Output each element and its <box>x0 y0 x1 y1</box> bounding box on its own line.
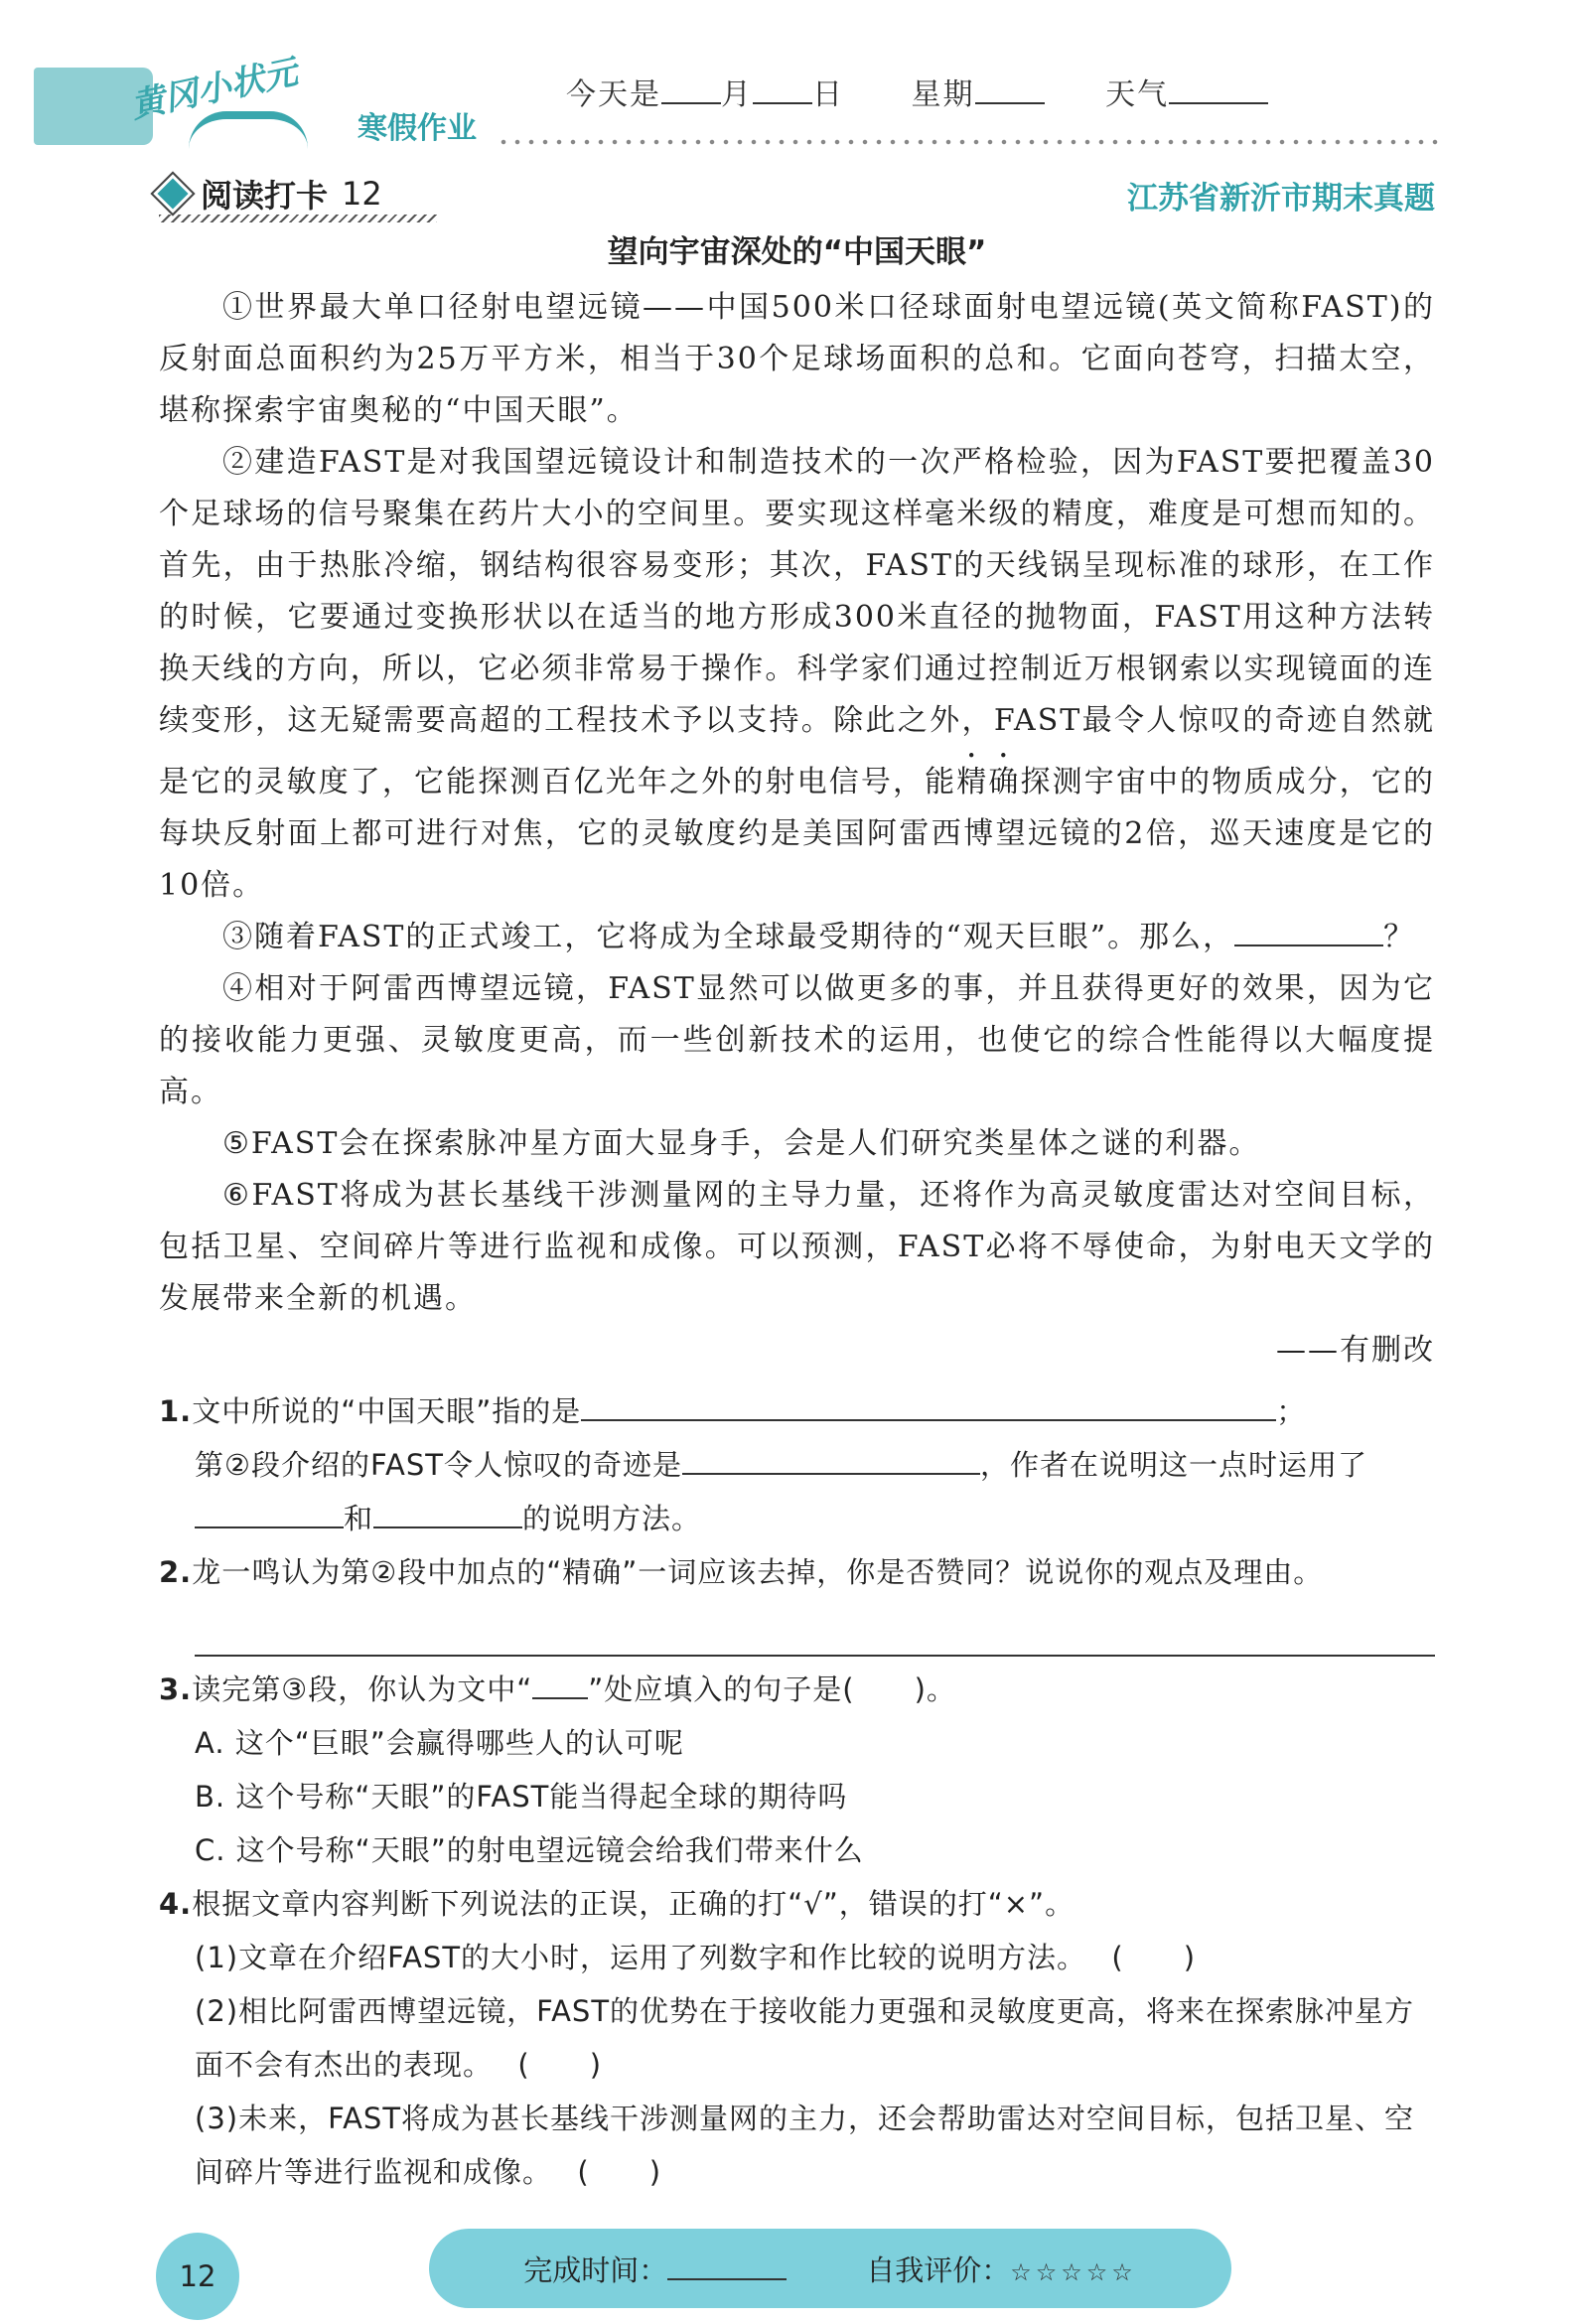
answer-paren[interactable]: ( ) <box>577 2155 662 2189</box>
month-blank[interactable] <box>661 102 721 104</box>
paragraph-3-end: ？ <box>1383 920 1416 954</box>
date-line <box>566 70 1268 113</box>
paragraph-2-tail: 探测宇宙中的物质成分，它的每块反射面上都可进行对焦，它的灵敏度约是美国阿雷西博望远镜的2倍，巡天速度是它的10倍。 <box>159 765 1436 903</box>
question-number: 4. <box>159 1887 193 1921</box>
question-text: 根据文章内容判断下列说法的正误，正确的打“√”，错误的打“×”。 <box>192 1887 1075 1921</box>
answer-paren[interactable]: ( ) <box>1111 1941 1197 1974</box>
question-text: 读完第③段，你认为文中“ <box>192 1672 533 1706</box>
section-heading <box>159 171 382 217</box>
question-text: 龙一鸣认为第②段中加点的“精确”一词应该去掉，你是否赞同？说说你的观点及理由。 <box>192 1555 1324 1589</box>
question-text: ”处应填入的句子是( )。 <box>588 1672 956 1706</box>
question-text: 和 <box>344 1502 374 1535</box>
brand-logo: 黄冈小状元 <box>127 52 302 127</box>
judgment-item-3 <box>159 2092 1435 2199</box>
page-number: 12 <box>156 2233 239 2320</box>
emphasized-word: 精确 <box>956 765 1021 799</box>
article-title: 望向宇宙深处的“中国天眼” <box>607 234 987 270</box>
judgment-item-2 <box>159 1984 1435 2092</box>
quote-blank <box>532 1697 588 1699</box>
time-blank[interactable] <box>667 2278 787 2280</box>
credit: ——有删改 <box>1276 1333 1435 1368</box>
answer-blank[interactable] <box>581 1419 1276 1421</box>
option-c[interactable]: C. 这个号称“天眼”的射电望远镜会给我们带来什么 <box>195 1833 864 1867</box>
option-b[interactable]: B. 这个号称“天眼”的FAST能当得起全球的期待吗 <box>195 1780 848 1814</box>
dotted-divider <box>497 139 1440 145</box>
question-number: 2. <box>159 1555 193 1589</box>
answer-blank[interactable] <box>682 1473 980 1475</box>
star-rating-icon[interactable]: ☆☆☆☆☆ <box>1010 2257 1137 2286</box>
paragraph-2 <box>159 437 1435 912</box>
questions <box>159 1384 1435 2199</box>
judgment-item-1 <box>159 1931 1435 1984</box>
question-text: 第②段介绍的FAST令人惊叹的奇迹是 <box>195 1448 682 1482</box>
answer-blank[interactable] <box>373 1526 522 1528</box>
series-title: 寒假作业 <box>358 111 477 146</box>
self-evaluation <box>866 2249 1137 2289</box>
main-content <box>159 230 1435 2324</box>
paragraph-6: ⑥FAST将成为甚长基线干涉测量网的主导力量，还将作为高灵敏度雷达对空间目标，包括卫星、空间碎片等进行监视和成像。可以预测，FAST必将不辱使命，为射电天文学的发展带来全新的机遇。 <box>159 1178 1435 1316</box>
article-body <box>159 282 1435 1377</box>
section-label: 阅读打卡 <box>201 177 329 215</box>
answer-paren[interactable]: ( ) <box>517 2048 603 2082</box>
paragraph-1: ①世界最大单口径射电望远镜——中国500米口径球面射电望远镜(英文简称FAST)的反射面总面积约为25万平方米，相当于30个足球场面积的总和。它面向苍穹，扫描太空，堪称探索宇宙奥秘的“中国天眼”。 <box>159 290 1435 428</box>
question-text: 的说明方法。 <box>522 1502 702 1535</box>
item-text: (1)文章在介绍FAST的大小时，运用了列数字和作比较的说明方法。 <box>195 1941 1087 1974</box>
question-2 <box>159 1545 1435 1657</box>
answer-line[interactable] <box>195 1599 1435 1657</box>
date-label: 今天是 <box>566 77 661 112</box>
source-label: 江苏省新沂市期末真题 <box>1127 181 1435 217</box>
brand-swoosh <box>189 111 308 149</box>
weather-blank[interactable] <box>1169 102 1268 104</box>
question-3 <box>159 1663 1435 1877</box>
paragraph-5: ⑤FAST会在探索脉冲星方面大显身手，会是人们研究类星体之谜的利器。 <box>222 1126 1261 1161</box>
footer-bar <box>429 2229 1231 2308</box>
footer-row <box>159 2229 1435 2324</box>
item-text: (3)未来，FAST将成为甚长基线干涉测量网的主力，还会帮助雷达对空间目标，包括卫星、空间碎片等进行监视和成像。 <box>195 2102 1415 2189</box>
eval-label: 自我评价： <box>866 2252 1011 2287</box>
option-a[interactable]: A. 这个“巨眼”会赢得哪些人的认可呢 <box>195 1726 684 1760</box>
question-1 <box>159 1384 1435 1545</box>
diamond-icon <box>153 174 193 214</box>
completion-time <box>523 2249 787 2289</box>
paragraph-4: ④相对于阿雷西博望远镜，FAST显然可以做更多的事，并且获得更好的效果，因为它的接收能力更强、灵敏度更高，而一些创新技术的运用，也使它的综合性能得以大幅度提高。 <box>159 971 1435 1109</box>
paragraph-3 <box>159 912 1435 963</box>
question-number: 1. <box>159 1394 193 1428</box>
day-label: 日 <box>812 77 844 112</box>
paragraph-2-text: ②建造FAST是对我国望远镜设计和制造技术的一次严格检验，因为FAST要把覆盖30个足球场的信号聚集在药片大小的空间里。要实现这样毫米级的精度，难度是可想而知的。首先，由于热胀冷缩，钢结构很容易变形；其次，FAST的天线锅呈现标准的球形，在工作的时候，它要通过变换形状以在适当的地方形成300米直径的抛物面，FAST用这种方法转换天线的方向，所以，它必须非常易于操作。科学家们通过控制近万根钢索以实现镜面的连续变形，这无疑需要高超的工程技术予以支持。除此之外，FAST最令人惊叹的奇迹自然就是它的灵敏度了，它能探测百亿光年之外的射电信号，能 <box>159 445 1435 799</box>
section-number: 12 <box>342 175 382 213</box>
answer-blank[interactable] <box>195 1526 344 1528</box>
item-text: (2)相比阿雷西博望远镜，FAST的优势在于接收能力更强和灵敏度更高，将来在探索脉冲星方面不会有杰出的表现。 <box>195 1994 1415 2082</box>
day-blank[interactable] <box>753 102 812 104</box>
zigzag-underline <box>159 215 437 222</box>
question-text: ； <box>1276 1394 1307 1428</box>
question-text: ，作者在说明这一点时运用了 <box>979 1448 1367 1482</box>
month-label: 月 <box>721 77 753 112</box>
paragraph-3-blank[interactable] <box>1234 944 1383 946</box>
question-number: 3. <box>159 1672 193 1706</box>
question-4 <box>159 1877 1435 2199</box>
question-text: 文中所说的“中国天眼”指的是 <box>192 1394 582 1428</box>
weekday-label: 星期 <box>911 77 975 112</box>
weekday-blank[interactable] <box>975 102 1045 104</box>
time-label: 完成时间： <box>523 2252 668 2287</box>
paragraph-3-text: ③随着FAST的正式竣工，它将成为全球最受期待的“观天巨眼”。那么， <box>222 920 1235 954</box>
weather-label: 天气 <box>1105 77 1170 112</box>
